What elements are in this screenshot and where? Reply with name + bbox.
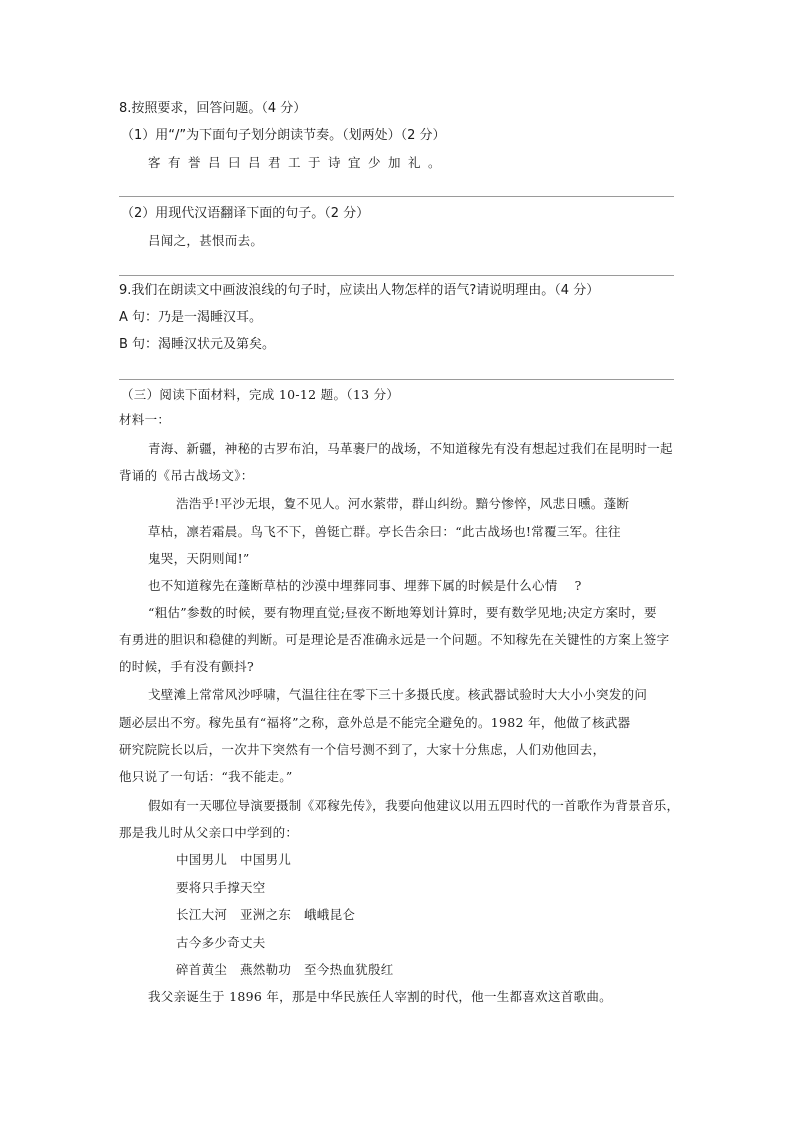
answer-line — [119, 275, 674, 276]
quote-line-1: 浩浩乎!平沙无垠，夐不见人。河水萦带，群山纠纷。黯兮惨悴，风悲日曛。蓬断 — [176, 496, 630, 511]
question-9-sentence-a: A 句：乃是一渴睡汉耳。 — [119, 310, 263, 325]
song-line: 碎首黄尘 燕然勒功 至今热血犹殷红 — [176, 962, 394, 977]
paragraph-3-line-1: “粗估”参数的时候，要有物理直觉;昼夜不断地筹划计算时，要有数学见地;决定方案时，要 — [148, 605, 657, 620]
paragraph-6: 我父亲诞生于 1896 年，那是中华民族任人宰割的时代，他一生都喜欢这首歌曲。 — [148, 989, 612, 1004]
paragraph-5-line-1: 假如有一天哪位导演要摄制《邓稼先传》，我要向他建议以用五四时代的一首歌作为背景音乐， — [148, 798, 680, 813]
question-8-title: 8.按照要求，回答问题。（4 分） — [119, 101, 307, 116]
paragraph-4-line-1: 戈壁滩上常常风沙呼啸，气温往往在零下三十多摄氏度。核武器试验时大大小小突发的问 — [148, 687, 648, 702]
paragraph-1-line-2: 背诵的《吊古战场文》： — [119, 468, 254, 483]
paragraph-3-line-2: 有勇进的胆识和稳健的判断。可是理论是否准确永远是一个问题。不知稼先在关键性的方案上签字 — [119, 632, 670, 647]
paragraph-2: 也不知道稼先在蓬断草枯的沙漠中埋葬同事、埋葬下属的时候是什么心情 ? — [148, 578, 582, 593]
song-line: 长江大河 亚洲之东 峨峨昆仑 — [176, 907, 356, 922]
question-8-1-prompt: （1）用“/”为下面句子划分朗读节奏。（划两处）（2 分） — [121, 128, 446, 143]
song-line: 古今多少奇丈夫 — [176, 935, 266, 950]
quote-line-2: 草枯，凛若霜晨。鸟飞不下，兽铤亡群。亭长告余曰：“此古战场也!常覆三军。往往 — [148, 524, 621, 539]
question-8-1-sentence: 客有誉吕曰吕君工于诗宜少加礼。 — [148, 155, 449, 170]
section-3-title: （三）阅读下面材料，完成 10-12 题。（13 分） — [121, 387, 400, 402]
answer-line — [119, 196, 674, 197]
answer-line — [119, 379, 674, 380]
paragraph-5-line-2: 那是我儿时从父亲口中学到的： — [119, 825, 299, 840]
song-line: 要将只手撑天空 — [176, 880, 266, 895]
song-line: 中国男儿 中国男儿 — [176, 852, 292, 867]
question-8-2-prompt: （2）用现代汉语翻译下面的句子。（2 分） — [121, 206, 370, 221]
paragraph-4-line-2: 题必层出不穷。稼先虽有“福将”之称，意外总是不能完全避免的。1982 年，他做了核武器 — [119, 715, 631, 730]
question-8-2-sentence: 吕闻之，甚恨而去。 — [148, 233, 264, 248]
material-label: 材料一： — [119, 412, 171, 427]
quote-line-3: 鬼哭，天阴则闻!” — [148, 551, 250, 566]
paragraph-3-line-3: 的时候，手有没有颤抖? — [119, 659, 255, 674]
paragraph-4-line-3: 研究院院长以后，一次井下突然有一个信号测不到了，大家十分焦虑，人们劝他回去， — [119, 742, 606, 757]
paragraph-4-line-4: 他只说了一句话：“我不能走。” — [119, 769, 293, 784]
question-9-title: 9.我们在朗读文中画波浪线的句子时，应读出人物怎样的语气?请说明理由。（4 分） — [119, 283, 600, 298]
question-9-sentence-b: B 句：渴睡汉状元及第矣。 — [119, 337, 276, 352]
paragraph-1-line-1: 青海、新疆，神秘的古罗布泊，马革裹尸的战场，不知道稼先有没有想起过我们在昆明时一起 — [148, 441, 673, 456]
